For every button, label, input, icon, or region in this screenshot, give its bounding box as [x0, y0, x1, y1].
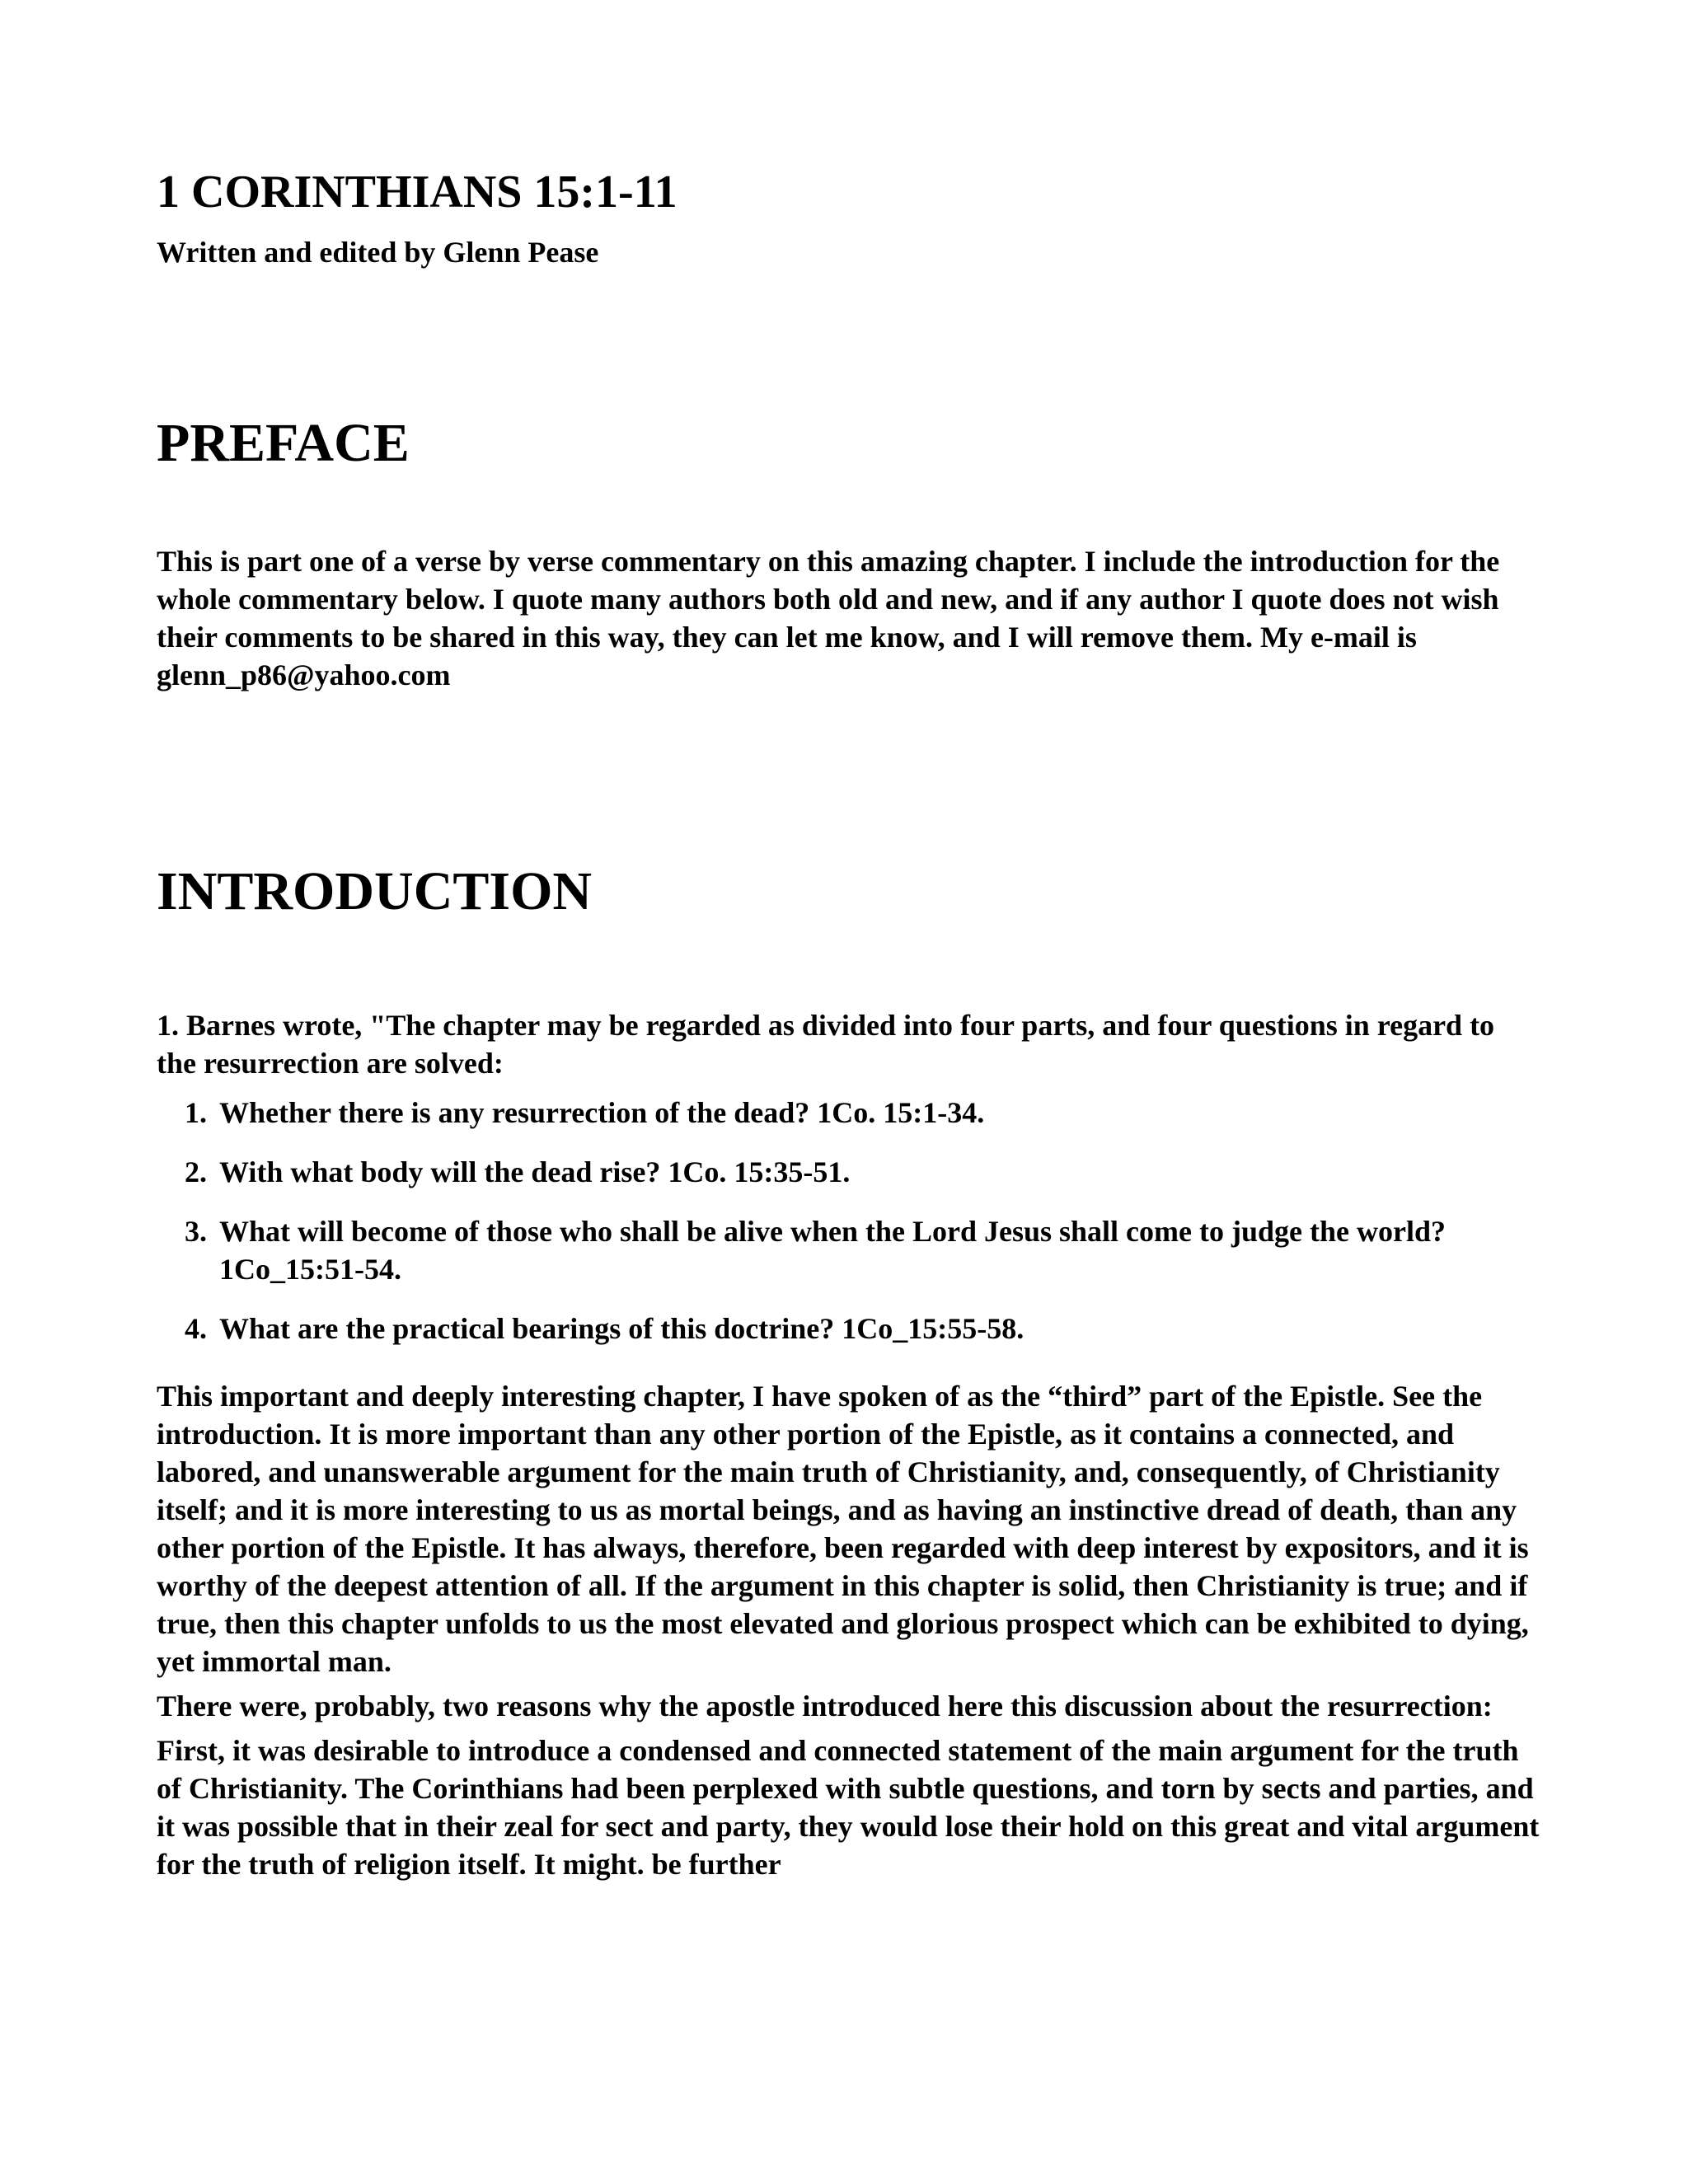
list-item-text: What will become of those who shall be alive when the Lord Jesus shall come to judge the world? 1Co_15:51-54.	[219, 1214, 1446, 1286]
list-item-number: 4.	[185, 1311, 207, 1345]
list-item-number: 3.	[185, 1214, 207, 1248]
document-title: 1 CORINTHIANS 15:1-11	[157, 166, 678, 218]
questions-list	[157, 1094, 1541, 1347]
list-item-text: Whether there is any resurrection of the dead? 1Co. 15:1-34.	[219, 1095, 985, 1129]
author-byline: Written and edited by Glenn Pease	[157, 236, 599, 269]
list-item	[185, 1153, 1541, 1191]
body-paragraph: First, it was desirable to introduce a condensed and connected statement of the main argument for the truth of Christianity. The Corinthians had been perplexed with subtle questions, and torn by sects and parties, and it was possible that in their zeal for sect and party, they would lose their hold on this great and vital argument for the truth of religion itself. It might. be further	[157, 1733, 1540, 1881]
list-item	[185, 1094, 1541, 1132]
preface-heading: PREFACE	[157, 413, 410, 474]
list-item	[185, 1212, 1541, 1288]
preface-paragraph: This is part one of a verse by verse commentary on this amazing chapter. I include the introduction for the whole commentary below. I quote many authors both old and new, and if any author I quote does not wish their comments to be shared in this way, they can let me know, and I will remove them. My e-mail is glenn_p86@yahoo.com	[157, 544, 1500, 691]
list-item-text: What are the practical bearings of this doctrine? 1Co_15:55-58.	[219, 1311, 1025, 1345]
body-paragraph: This important and deeply interesting chapter, I have spoken of as the “third” part of the Epistle. See the introduction. It is more important than any other portion of the Epistle, as it contains a connected, and labored, and unanswerable argument for the main truth of Christianity, and, consequently, of Christianity itself; and it is more interesting to us as mortal beings, and as having an instinctive dread of death, than any other portion of the Epistle. It has always, therefore, been regarded with deep interest by expositors, and it is worthy of the deepest attention of all. If the argument in this chapter is solid, then Christianity is true; and if true, then this chapter unfolds to us the most elevated and glorious prospect which can be exhibited to dying, yet immortal man.	[157, 1379, 1529, 1678]
list-item	[185, 1310, 1541, 1347]
list-item-number: 2.	[185, 1155, 207, 1188]
list-item-number: 1.	[185, 1095, 207, 1129]
introduction-lead-paragraph: 1. Barnes wrote, "The chapter may be regarded as divided into four parts, and four questions in regard to the resurrection are solved:	[157, 1008, 1495, 1080]
body-paragraph: There were, probably, two reasons why the apostle introduced here this discussion about the resurrection:	[157, 1689, 1493, 1722]
introduction-heading: INTRODUCTION	[157, 860, 593, 921]
list-item-text: With what body will the dead rise? 1Co. 15:35-51.	[219, 1155, 851, 1188]
document-page	[157, 165, 1541, 1883]
